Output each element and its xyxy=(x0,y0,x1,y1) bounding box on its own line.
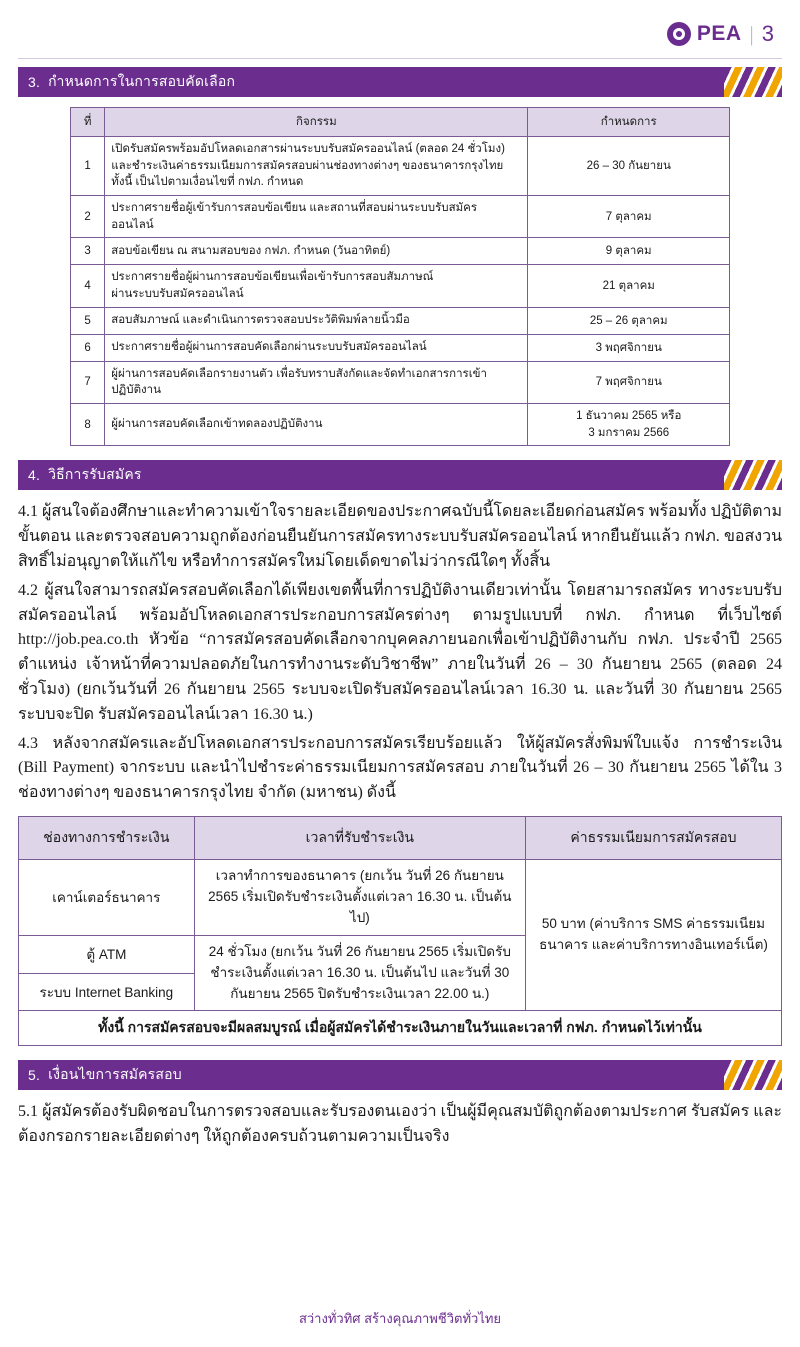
activity-line: เปิดรับสมัครพร้อมอัปโหลดเอกสารผ่านระบบรับสมัครออนไลน์ (ตลอด 24 ชั่วโมง) xyxy=(111,143,505,155)
paragraph-line: 4.3 หลังจากสมัครและอัปโหลดเอกสารประกอบการสมัครเรียบร้อยแล้ว ให้ผู้สมัครสั่งพิมพ์ใบแจ้ง xyxy=(18,734,679,752)
activity-line: และชำระเงินค่าธรรมเนียมการสมัครสอบผ่านช่องทางต่างๆ ของธนาคารกรุงไทย xyxy=(111,159,504,172)
date-line: 3 มกราคม 2566 xyxy=(588,426,670,439)
activity-line: ออนไลน์ xyxy=(111,218,154,231)
paragraph-line: (ยกเว้นวันที่ 26 กันยายน 2565 ระบบจะเปิดรับสมัครออนไลน์เวลา 16.30 น. และวันที่ 30 กันยายน 2565 ระบบจะปิด xyxy=(18,680,782,723)
activity-line: ผู้ผ่านการสอบคัดเลือกเข้าทดลองปฏิบัติงาน xyxy=(111,418,323,431)
paragraph-line: 4.1 ผู้สนใจต้องศึกษาและทำความเข้าใจรายละเอียดของประกาศฉบับนี้โดยละเอียดก่อนสมัคร พร้อมทั้ง xyxy=(18,503,707,521)
schedule-header-activity: กิจกรรม xyxy=(105,108,528,137)
payment-header-fee: ค่าธรรมเนียมการสมัครสอบ xyxy=(525,816,781,859)
table-row xyxy=(71,404,730,446)
section-3-number: 3. xyxy=(28,74,41,90)
table-row xyxy=(71,137,730,196)
table-row xyxy=(71,265,730,307)
activity-line: ผ่านระบบรับสมัครออนไลน์ xyxy=(111,288,244,301)
payment-note: ทั้งนี้ การสมัครสอบจะมีผลสมบูรณ์ เมื่อผู้สมัครได้ชำระเงินภายในวันและเวลาที่ กฟภ. กำหนดไว้เท่านั้น xyxy=(18,1011,782,1046)
date-line: 1 ธันวาคม 2565 หรือ xyxy=(576,410,682,423)
fee-line: และค่าบริการทางอินเทอร์เน็ต) xyxy=(591,937,768,953)
row-activity xyxy=(105,238,528,265)
schedule-header-date: กำหนดการ xyxy=(528,108,730,137)
section-heading-4 xyxy=(18,460,782,490)
paragraph-4-1 xyxy=(18,500,782,574)
activity-line: ประกาศรายชื่อผู้เข้ารับการสอบข้อเขียน และสถานที่สอบผ่านระบบรับสมัคร xyxy=(111,202,478,215)
footer-tagline: สว่างทั่วทิศ สร้างคุณภาพชีวิตทั่วไทย xyxy=(298,1311,502,1326)
paragraph-5-1 xyxy=(18,1100,782,1150)
paragraph-line: ได้ใน 3 ช่องทางต่างๆ ของธนาคารกรุงไทย จำกัด (มหาชน) ดังนี้ xyxy=(18,759,783,802)
row-date: 25 – 26 ตุลาคม xyxy=(528,307,730,334)
section-5-slant-decor xyxy=(724,1060,782,1090)
payment-time-counter xyxy=(194,859,525,935)
fee-line: 50 บาท xyxy=(541,916,586,932)
row-no: 5 xyxy=(71,307,105,334)
row-activity xyxy=(105,361,528,403)
pea-logo xyxy=(667,21,774,47)
row-no: 8 xyxy=(71,404,105,446)
section-5-number: 5. xyxy=(28,1067,41,1084)
time-line: และวันที่ 30 กันยายน 2565 ปิดรับชำระเงินเวลา 22.00 น.) xyxy=(230,964,510,1001)
row-date: 7 ตุลาคม xyxy=(528,196,730,238)
section-heading-5 xyxy=(18,1060,782,1090)
paragraph-4-3 xyxy=(18,732,782,806)
payment-header-channel: ช่องทางการชำระเงิน xyxy=(19,816,195,859)
section-4-title: วิธีการรับสมัคร xyxy=(48,466,142,483)
section-5-body xyxy=(18,1100,782,1150)
table-row xyxy=(71,196,730,238)
row-no: 4 xyxy=(71,265,105,307)
time-line: เริ่มเปิดรับชำระเงินตั้งแต่เวลา 16.30 น. เป็นต้นไป xyxy=(210,943,511,980)
payment-header-time: เวลาที่รับชำระเงิน xyxy=(194,816,525,859)
time-line: 24 ชั่วโมง xyxy=(208,943,268,959)
section-3-title: กำหนดการในการสอบคัดเลือก xyxy=(48,73,236,89)
activity-line: ปฏิบัติงาน xyxy=(111,384,161,397)
activity-line: ผู้ผ่านการสอบคัดเลือกรายงานตัว เพื่อรับทราบสังกัดและจัดทำเอกสารการเข้า xyxy=(111,367,487,380)
section-4-number: 4. xyxy=(28,467,41,484)
section-4-body xyxy=(18,500,782,806)
row-activity xyxy=(105,137,528,196)
payment-channel-internet-banking: ระบบ Internet Banking xyxy=(19,973,195,1011)
row-date: 26 – 30 กันยายน xyxy=(528,137,730,196)
row-date: 21 ตุลาคม xyxy=(528,265,730,307)
paragraph-line: ปฏิบัติตามขั้นตอน และตรวจสอบความถูกต้องก่อนยืนยันการสมัครทางระบบรับสมัครออนไลน์ หากยืนยันแล้ว กฟภ. xyxy=(18,503,783,546)
table-row xyxy=(19,859,782,935)
paragraph-line: ทางระบบรับสมัครออนไลน์ พร้อมอัปโหลดเอกสารประกอบการสมัครต่างๆ ตามรูปแบบที่ กฟภ. กำหนด ที่เว็บไซต์ xyxy=(18,581,783,624)
pea-logo-icon xyxy=(667,22,691,46)
schedule-table-header-row xyxy=(71,108,730,137)
brand-label: PEA xyxy=(696,22,742,45)
paragraph-line: การชำระเงิน (Bill Payment) จากระบบ และนำไปชำระค่าธรรมเนียมการสมัครสอบ ภายในวันที่ 26 – 30 กันยายน 2565 xyxy=(18,734,783,777)
paragraph-line: 5.1 ผู้สมัครต้องรับผิดชอบในการตรวจสอบและรับรองตนเองว่า เป็นผู้มีคุณสมบัติถูกต้องตามประกาศ xyxy=(18,1103,687,1121)
payment-fee-cell xyxy=(525,859,781,1011)
payment-channel-table xyxy=(18,816,782,1012)
table-row xyxy=(71,334,730,361)
activity-line: ประกาศรายชื่อผู้ผ่านการสอบคัดเลือกผ่านระบบรับสมัครออนไลน์ xyxy=(111,341,427,354)
payment-time-atm-internet xyxy=(194,935,525,1011)
schedule-table xyxy=(70,107,730,446)
row-activity xyxy=(105,334,528,361)
schedule-header-no: ที่ xyxy=(71,108,105,137)
paragraph-line: ขอสงวนสิทธิ์ไม่อนุญาตให้แก้ไข หรือทำการสมัครใหม่โดยเด็ดขาดไม่ว่ากรณีใดๆ ทั้งสิ้น xyxy=(18,528,782,570)
activity-line: ทั้งนี้ เป็นไปตามเงื่อนไขที่ กฟภ. กำหนด xyxy=(111,176,304,189)
activity-line: ประกาศรายชื่อผู้ผ่านการสอบข้อเขียนเพื่อเข้ารับการสอบสัมภาษณ์ xyxy=(111,271,434,284)
fee-line: (ค่าบริการ SMS ค่าธรรมเนียมธนาคาร xyxy=(539,916,766,953)
row-date: 3 พฤศจิกายน xyxy=(528,334,730,361)
row-date: 7 พฤศจิกายน xyxy=(528,361,730,403)
table-row xyxy=(71,361,730,403)
row-no: 3 xyxy=(71,238,105,265)
time-line: (ยกเว้น วันที่ 26 กันยายน 2565 xyxy=(208,867,504,904)
row-date xyxy=(528,404,730,446)
row-no: 7 xyxy=(71,361,105,403)
page-header xyxy=(18,10,782,58)
row-no: 6 xyxy=(71,334,105,361)
payment-channel-counter: เคาน์เตอร์ธนาคาร xyxy=(19,859,195,935)
section-4-slant-decor xyxy=(724,460,782,490)
payment-channel-atm: ตู้ ATM xyxy=(19,935,195,973)
paragraph-line: 4.2 ผู้สนใจสามารถสมัครสอบคัดเลือกได้เพียงเขตพื้นที่การปฏิบัติงานเดียวเท่านั้น โดยสามารถสมัคร xyxy=(18,581,692,599)
activity-line: สอบข้อเขียน ณ สนามสอบของ กฟภ. กำหนด (วันอาทิตย์) xyxy=(111,245,391,258)
page-number: 3 xyxy=(761,21,774,46)
row-activity xyxy=(105,196,528,238)
paragraph-line: รับสมัครออนไลน์เวลา 16.30 น.) xyxy=(98,705,313,723)
section-3-slant-decor xyxy=(724,67,782,97)
paragraph-4-2 xyxy=(18,579,782,728)
row-activity xyxy=(105,265,528,307)
activity-line: สอบสัมภาษณ์ และดำเนินการตรวจสอบประวัติพิมพ์ลายนิ้วมือ xyxy=(111,314,410,327)
table-row xyxy=(71,307,730,334)
page-footer xyxy=(0,1308,800,1329)
row-no: 2 xyxy=(71,196,105,238)
paragraph-line: รับสมัคร และต้องกรอกรายละเอียดต่างๆ ให้ถูกต้องครบถ้วนตามความเป็นจริง xyxy=(18,1103,782,1146)
row-date: 9 ตุลาคม xyxy=(528,238,730,265)
header-separator: | xyxy=(749,21,754,46)
row-activity xyxy=(105,404,528,446)
payment-table-header-row xyxy=(19,816,782,859)
table-row xyxy=(71,238,730,265)
paragraph-line: ตำแหน่ง เจ้าหน้าที่ความปลอดภัยในการทำงานระดับวิชาชีพ” ภายในวันที่ 26 – 30 กันยายน 2565 (ตลอด 24 ชั่วโมง) xyxy=(18,656,782,698)
section-heading-3 xyxy=(18,67,782,97)
row-activity xyxy=(105,307,528,334)
paragraph-line: http://job.pea.co.th หัวข้อ “การสมัครสอบคัดเลือกจากบุคคลภายนอกเพื่อเข้าปฏิบัติงานกับ กฟภ. ประจำปี 2565 xyxy=(18,631,782,649)
time-line: เวลาทำการของธนาคาร xyxy=(215,867,357,883)
section-5-title: เงื่อนไขการสมัครสอบ xyxy=(48,1066,182,1083)
row-no: 1 xyxy=(71,137,105,196)
time-line: เริ่มเปิดรับชำระเงินตั้งแต่เวลา 16.30 น. เป็นต้นไป) xyxy=(241,888,512,925)
time-line: (ยกเว้น วันที่ 26 กันยายน 2565 xyxy=(270,943,449,959)
header-divider xyxy=(18,58,782,59)
